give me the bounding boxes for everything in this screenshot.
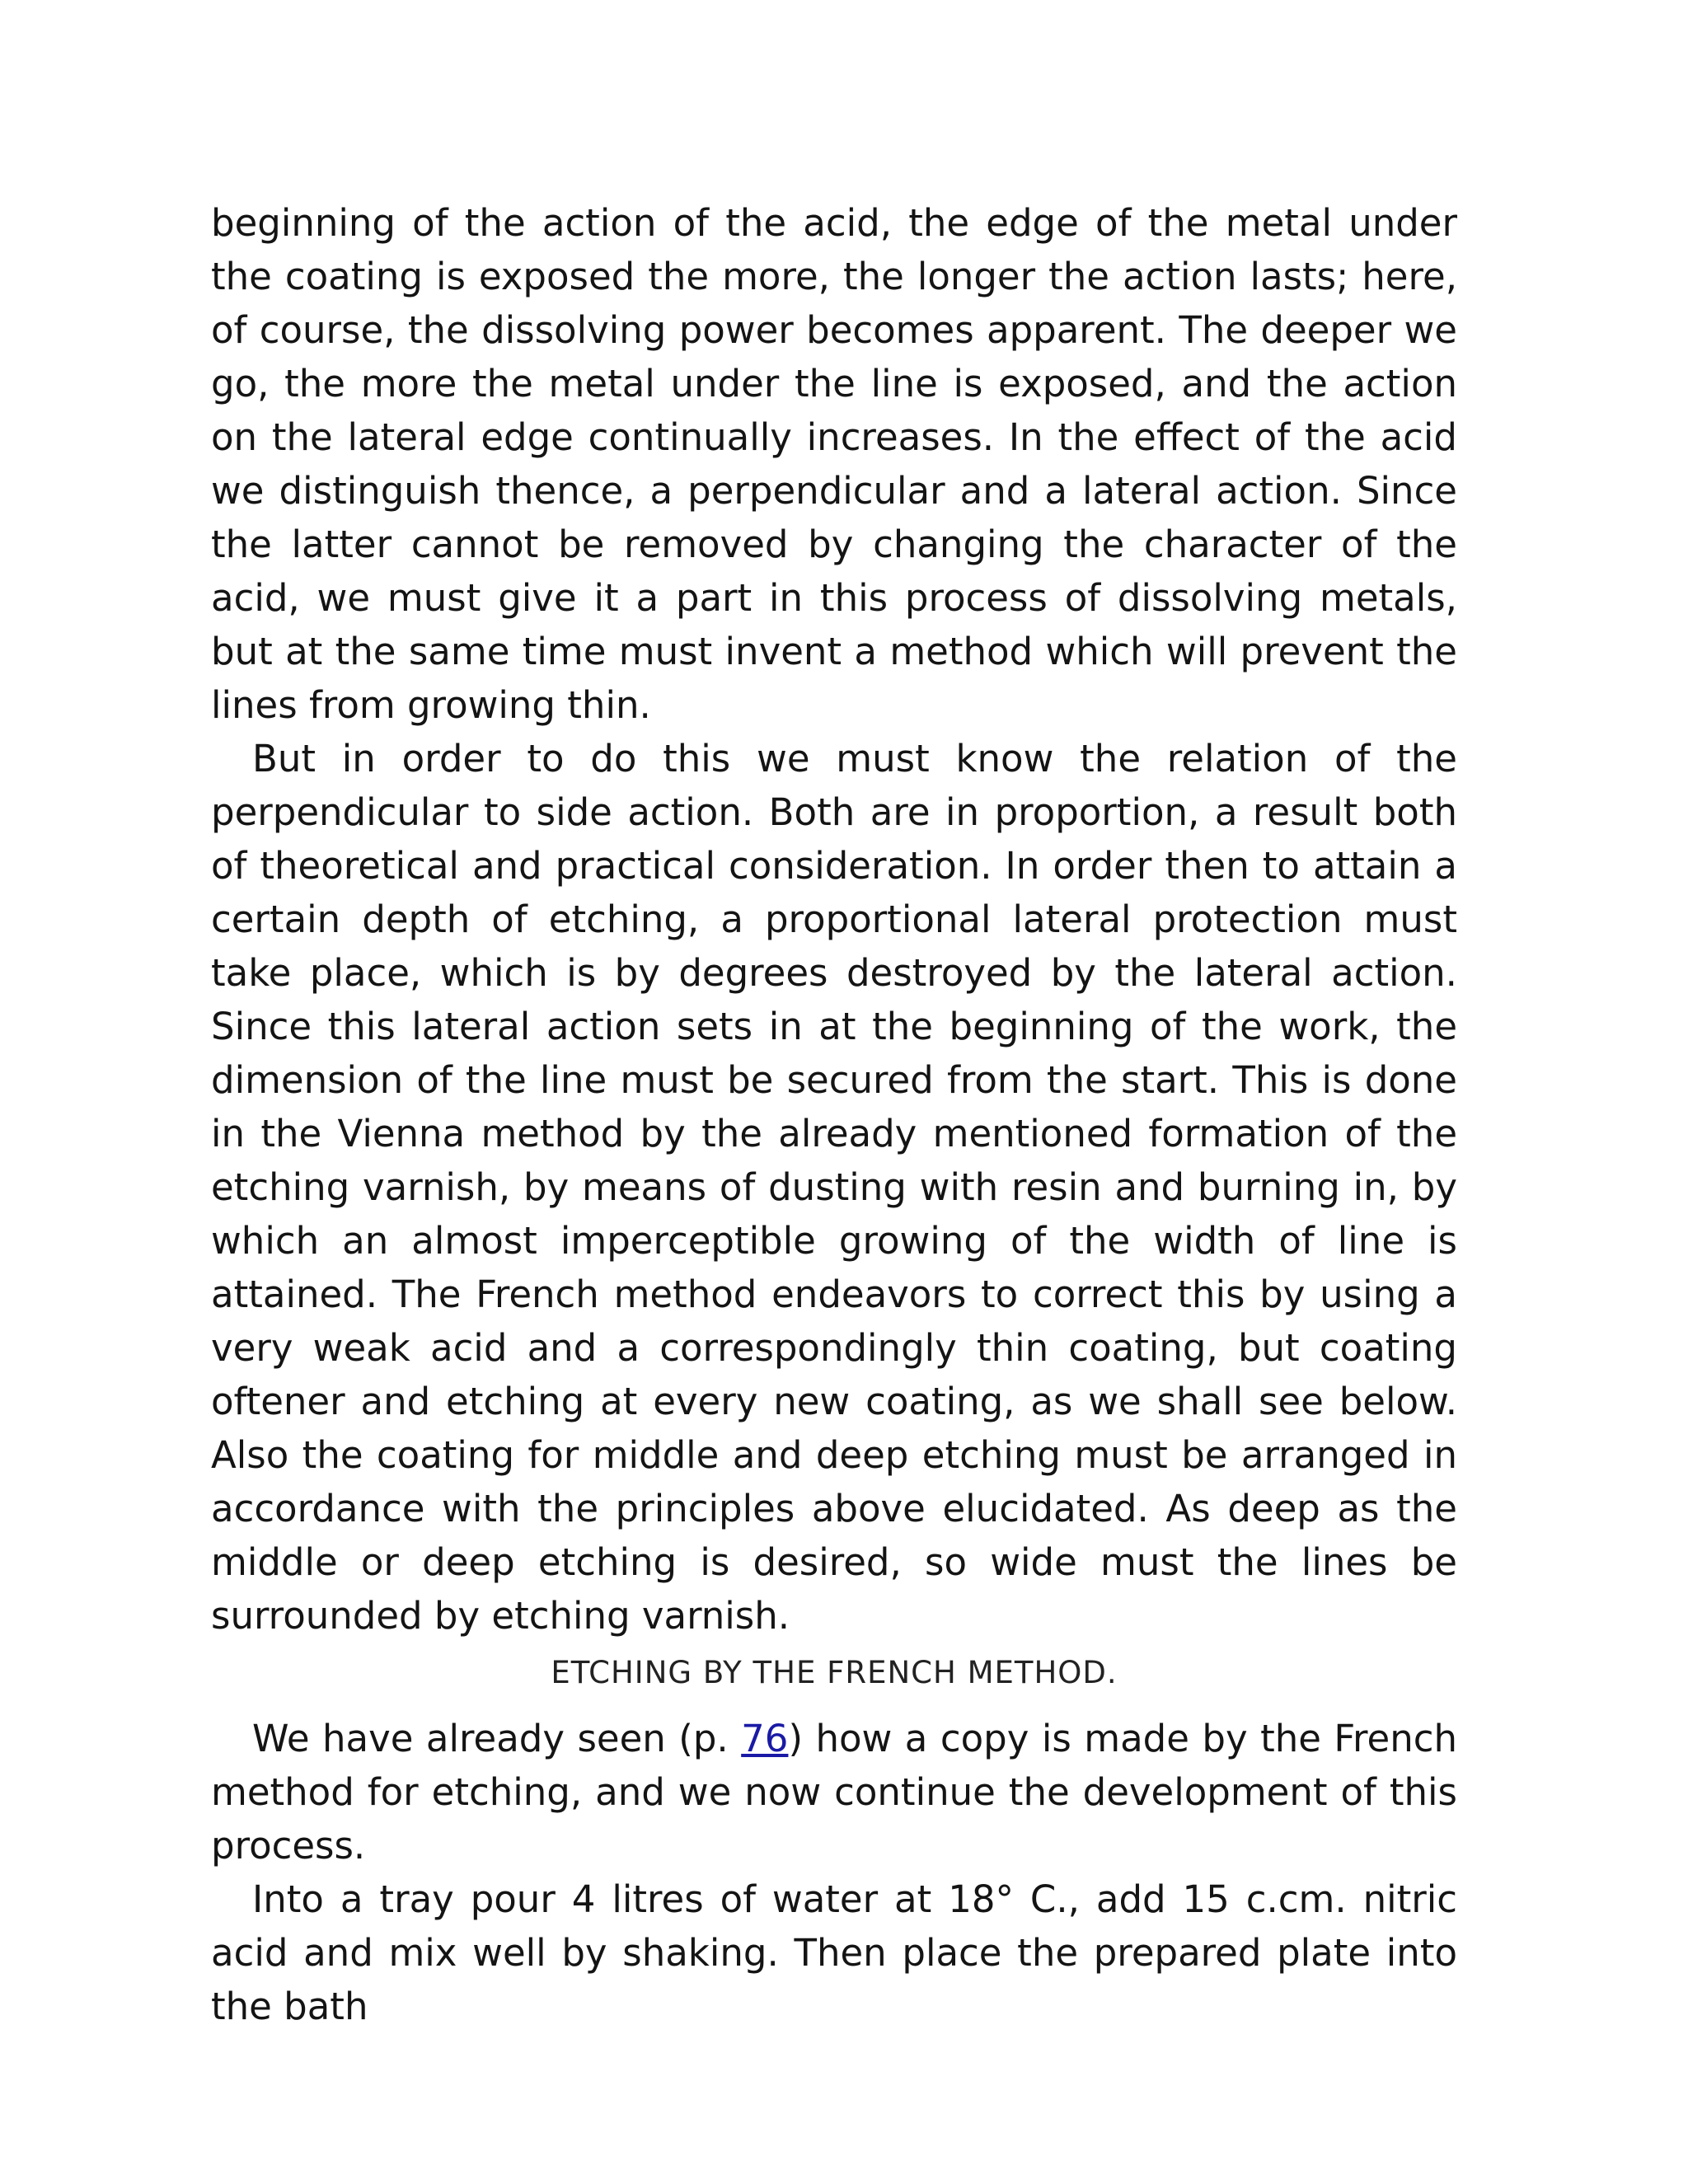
paragraph-1: beginning of the action of the acid, the edge of the metal under the coating is exposed the more, the longer the action lasts; here, of course, the dissolving power becomes apparent. The deeper we go, the more the metal under the line is exposed, and the action on the lateral edge continually increases. In the effect of the acid we distinguish thence, a perpendicular and a lateral action. Since the latter cannot be removed by changing the character of the acid, we must give it a part in this process of dissolving metals, but at the same time must invent a method which will prevent the lines from growing thin. bbox=[211, 201, 1457, 727]
paragraph-3 bbox=[211, 1712, 1457, 1872]
paragraph-4: Into a tray pour 4 litres of water at 18° C., add 15 c.cm. nitric acid and mix well by shaking. Then place the prepared plate into the bath bbox=[211, 1877, 1457, 2028]
page-body bbox=[211, 196, 1457, 2033]
paragraph-2: But in order to do this we must know the relation of the perpendicular to side action. Both are in proportion, a result both of theoretical and practical consideration. In order then to attain a certain depth of etching, a proportional lateral protection must take place, which is by degrees destroyed by the lateral action. Since this lateral action sets in at the beginning of the work, the dimension of the line must be secured from the start. This is done in the Vienna method by the already mentioned formation of the etching varnish, by means of dusting with resin and burning in, by which an almost imperceptible growing of the width of line is attained. The French method endeavors to correct this by using a very weak acid and a correspondingly thin coating, but coating oftener and etching at every new coating, as we shall see below. Also the coating for middle and deep etching must be arranged in accordance with the principles above elucidated. As deep as the middle or deep etching is desired, so wide must the lines be surrounded by etching varnish. bbox=[211, 737, 1457, 1638]
paragraph-3-text-end: ) how a copy is made by the French method for etching, and we now continue the development of this process. bbox=[211, 1717, 1457, 1868]
section-heading: ETCHING BY THE FRENCH METHOD. bbox=[551, 1655, 1118, 1690]
page-reference-link[interactable]: 76 bbox=[741, 1717, 789, 1760]
paragraph-3-text-start: We have already seen (p. bbox=[252, 1717, 742, 1760]
